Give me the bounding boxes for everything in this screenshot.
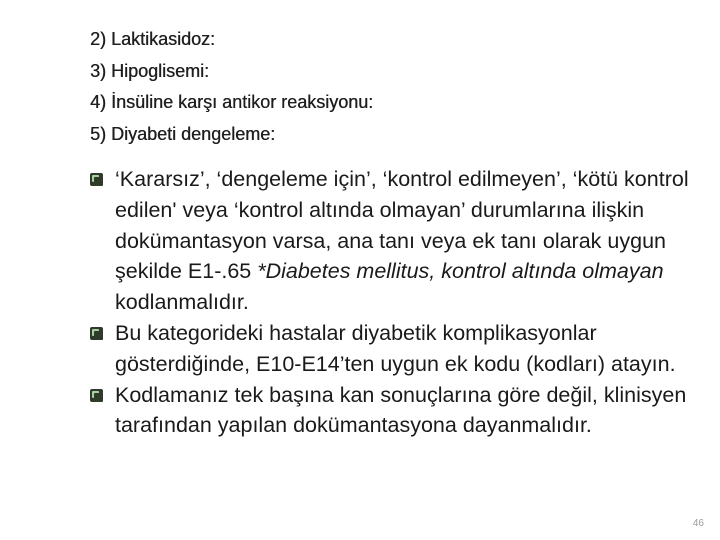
bullet-item — [90, 318, 710, 380]
bullet-list — [90, 164, 710, 441]
bullet-text-end: kodlanmalıdır. — [115, 290, 249, 315]
heading-item: 3) Hipoglisemi: — [90, 60, 210, 81]
bullet-item — [90, 380, 710, 442]
bullet-text: Kodlamanız tek başına kan sonuçlarına göre değil, klinisyen tarafından yapılan dokümantasyona dayanmalıdır. — [115, 382, 687, 438]
heading-item: 2) Laktikasidoz: — [90, 29, 216, 49]
checkbox-square-icon — [90, 389, 103, 402]
heading-item: 5) Diyabeti dengeleme: — [90, 123, 276, 144]
bullet-text: Bu kategorideki hastalar diyabetik komplikasyonlar gösterdiğinde, E10-E14’ten uygun ek kodu (kodları) atayın. — [115, 320, 676, 376]
checkbox-square-icon — [90, 327, 103, 340]
bullet-italic-text: *Diabetes mellitus, kontrol altında olmayan — [257, 259, 664, 284]
bullet-item — [90, 164, 710, 318]
bullet-text: ‘Kararsız’, ‘dengeleme için’, ‘kontrol edilmeyen’, ‘kötü kontrol edilen' veya ‘kontrol altında olmayan’ durumlarına ilişkin dokümantasyon varsa, ana tanı veya ek tanı olarak uygun şekilde E1-.65 — [115, 167, 689, 284]
heading-list — [90, 24, 373, 150]
checkbox-square-icon — [90, 173, 103, 186]
page-number: 46 — [692, 518, 704, 529]
heading-item: 4) İnsüline karşı antikor reaksiyonu: — [90, 92, 374, 112]
